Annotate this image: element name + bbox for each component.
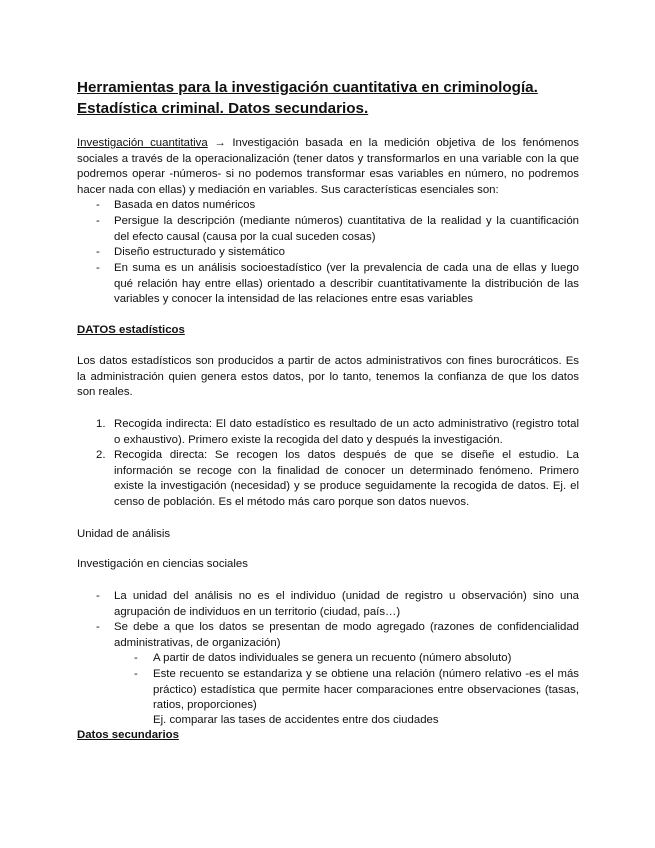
sub-bullet-dash: - xyxy=(134,652,138,664)
bullet-dash: - xyxy=(96,246,100,258)
bullet-dash: - xyxy=(96,262,100,274)
list-item: Diseño estructurado y sistemático xyxy=(114,246,285,258)
bullet-dash: - xyxy=(96,590,100,602)
sub-list-item: A partir de datos individuales se genera un recuento (número absoluto) xyxy=(153,652,512,664)
intro-term: Investigación cuantitativa xyxy=(77,137,208,149)
list-number: 1. xyxy=(96,418,106,430)
list-item: En suma es un análisis socioestadístico (ver la prevalencia de cada una de ellas y luego qué relación hay entre ellas) orientado a describir cuantitativamente la distribución de las variables y conocer la intensidad de las relaciones entre esas variables xyxy=(114,262,579,306)
intro-paragraph xyxy=(77,136,579,198)
title-line-1: Herramientas para la investigación cuantitativa en criminología. xyxy=(77,79,538,96)
list-number: 2. xyxy=(96,449,106,461)
datos-paragraph: Los datos estadísticos son producidos a partir de actos administrativos con fines burocráticos. Es la administración quien genera estos datos, por lo tanto, tenemos la confianza de que los datos son reales. xyxy=(77,355,579,399)
numbered-item: Recogida directa: Se recogen los datos después de que se diseñe el estudio. La información se recoge con la finalidad de conocer un determinado fenómeno. Primero existe la investigación (necesidad) y se produce seguidamente la recogida de datos. Ej. el censo de población. Es el método más caro porque son datos nuevos. xyxy=(114,449,579,508)
bullet-dash: - xyxy=(96,199,100,211)
intro-text: Investigación basada en la medición objetiva de los fenómenos sociales a través de la operacionalización (tener datos y transformarlos en una variable con la que podremos operar -números- si no podemos transformar esas variables en número, no podremos hacer nada con ellas) y mediación en variables. Sus características esenciales son: xyxy=(77,137,579,196)
bullet-dash: - xyxy=(96,215,100,227)
unidad-heading: Unidad de análisis xyxy=(77,528,171,540)
sub-list-item: Este recuento se estandariza y se obtiene una relación (número relativo -es el más práctico) estadística que permite hacer comparaciones entre observaciones (tasas, ratios, proporciones) xyxy=(153,668,579,712)
title-line-2: Estadística criminal. Datos secundarios. xyxy=(77,100,369,117)
intro-arrow: → xyxy=(207,137,233,149)
heading-datos-secundarios: Datos secundarios xyxy=(77,729,179,741)
list-item: Persigue la descripción (mediante números) cuantitativa de la realidad y la cuantificación del efecto causal (causa por la cual suceden cosas) xyxy=(114,215,579,243)
bullet-dash: - xyxy=(96,621,100,633)
list-item: Se debe a que los datos se presentan de modo agregado (razones de confidencialidad administrativas, de organización) xyxy=(114,621,579,649)
list-item: Basada en datos numéricos xyxy=(114,199,256,211)
list-item: La unidad del análisis no es el individuo (unidad de registro u observación) sino una agrupación de individuos en un territorio (ciudad, país…) xyxy=(114,590,579,618)
example-line: Ej. comparar las tases de accidentes entre dos ciudades xyxy=(153,714,439,726)
sub-bullet-dash: - xyxy=(134,668,138,680)
investigacion-heading: Investigación en ciencias sociales xyxy=(77,558,248,570)
heading-datos-estadisticos: DATOS estadísticos xyxy=(77,324,185,336)
numbered-item: Recogida indirecta: El dato estadístico es resultado de un acto administrativo (registro total o exhaustivo). Primero existe la recogida del dato y después la investigación. xyxy=(114,418,579,446)
document-title xyxy=(77,77,597,119)
